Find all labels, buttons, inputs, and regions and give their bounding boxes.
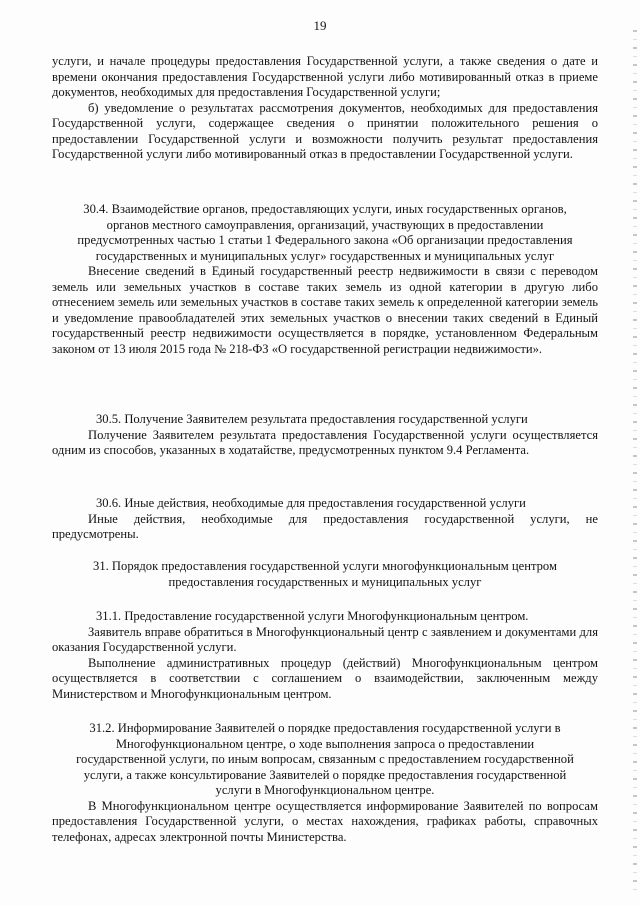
- heading-31-1: 31.1. Предоставление государственной услуги Многофункциональным центром.: [96, 609, 529, 623]
- heading-31: 31. Порядок предоставления государственной услуги многофункциональным центром предоставления государственных и муниципальных услуг: [93, 559, 557, 589]
- section-31: [52, 559, 598, 590]
- page-number: 19: [313, 18, 327, 33]
- heading-30-6: 30.6. Иные действия, необходимые для предоставления государственной услуги: [96, 496, 526, 510]
- paragraph-31-1-b: Выполнение административных процедур (действий) Многофункциональным центром осуществляется в соответствии с соглашением о взаимодействии, заключенным между Министерством и Многофункциональным центром.: [52, 655, 598, 701]
- scan-edge-marks: [633, 30, 637, 890]
- section-continuation: [52, 54, 598, 163]
- paragraph-30-4: Внесение сведений в Единый государственный реестр недвижимости в связи с переводом земель или земельных участков в составе таких земель из одной категории в другую либо отнесением земель или земельных участков в составе таких земель к определенной категории земель и уведомление правообладателей этих земельных участков о внесении таких сведений в Единый государственный реестр недвижимости осуществляется в порядке, установленном Федеральным законом от 13 июля 2015 года № 218-ФЗ «О государственной регистрации недвижимости».: [52, 264, 598, 356]
- paragraph-31-2: В Многофункциональном центре осуществляется информирование Заявителей по вопросам предоставления Государственной услуги, о местах нахождения, графиках работы, справочных телефонах, адресах электронной почты Министерства.: [52, 798, 598, 844]
- heading-31-2: 31.2. Информирование Заявителей о порядке предоставления государственной услуги в Многофункциональном центре, о ходе выполнения запроса о предоставлении государственной услуги, по иным вопросам, связанным с предоставлением государственной услуги, а также консультирование Заявителей о порядке предоставления государственной услуги в Многофункциональном центре.: [76, 721, 574, 797]
- heading-30-5: 30.5. Получение Заявителем результата предоставления государственной услуги: [96, 412, 528, 426]
- paragraph-30-6: Иные действия, необходимые для предоставления государственной услуги, не предусмотрены.: [52, 511, 598, 541]
- section-30-6: [52, 496, 598, 543]
- section-31-1: [52, 609, 598, 702]
- paragraph-notice-result: б) уведомление о результатах рассмотрения документов, необходимых для предоставления Государственной услуги, содержащее сведения о принятии положительного решения о предоставлении Государственной услуги и возможности получить результат предоставления Государственной услуги либо мотивированный отказ в предоставлении Государственной услуги.: [52, 100, 598, 161]
- section-30-5: [52, 412, 598, 459]
- heading-30-4: 30.4. Взаимодействие органов, предоставляющих услуги, иных государственных органов, органов местного самоуправления, организаций, участвующих в предоставлении предусмотренных частью 1 статьи 1 Федерального закона «Об организации предоставления государственных и муниципальных услуг» государственных и муниципальных услуг: [77, 202, 573, 263]
- section-31-2: [52, 721, 598, 845]
- paragraph-30-5: Получение Заявителем результата предоставления Государственной услуги осуществляется одним из способов, указанных в ходатайстве, предусмотренных пунктом 9.4 Регламента.: [52, 427, 598, 457]
- section-30-4: [52, 202, 598, 357]
- paragraph-notice-start: услуги, и начале процедуры предоставления Государственной услуги, а также сведения о дате и времени окончания предоставления Государственной услуги либо мотивированный отказ в приеме документов, необходимых для предоставления Государственной услуги;: [52, 54, 598, 99]
- paragraph-31-1-a: Заявитель вправе обратиться в Многофункциональный центр с заявлением и документами для оказания Государственной услуги.: [52, 624, 598, 654]
